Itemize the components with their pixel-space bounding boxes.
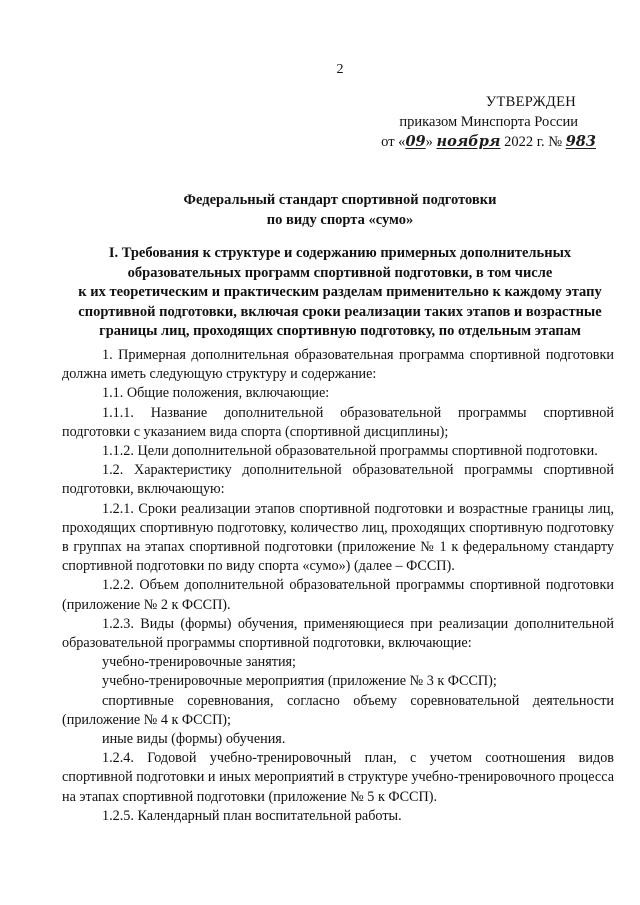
section-heading-line: границы лиц, проходящих спортивную подготовку, по отдельным этапам <box>99 323 581 339</box>
title-line: по виду спорта «сумо» <box>266 211 414 228</box>
approval-block <box>380 92 610 152</box>
paragraph: 1.1.1. Название дополнительной образовательной программы спортивной подготовки с указанием вида спорта (спортивной дисциплины); <box>62 404 614 440</box>
section-heading-line: образовательных программ спортивной подготовки, в том числе <box>127 264 553 281</box>
paragraph: 1.2. Характеристику дополнительной образовательной программы спортивной подготовки, включающую: <box>62 462 614 498</box>
paragraph: спортивные соревнования, согласно объему соревновательной деятельности (приложение № 4 к ФССП); <box>62 692 614 728</box>
paragraph: 1.2.4. Годовой учебно-тренировочный план, с учетом соотношения видов спортивной подготовки и иных мероприятий в структуре учебно-тренировочного процесса на этапах спортивной подготовки (приложение № 5 к ФССП). <box>62 750 614 805</box>
paragraph: учебно-тренировочные занятия; <box>102 654 297 671</box>
section-heading-line: I. Требования к структуре и содержанию примерных дополнительных <box>108 245 572 261</box>
paragraph: 1.2.1. Сроки реализации этапов спортивной подготовки и возрастные границы лиц, проходящих спортивную подготовку, количество лиц, проходящих спортивную подготовку в группах на этапах спортивной подготовки (приложение № 1 к федеральному стандарту спортивной подготовки по виду спорта «сумо») (далее – ФССП). <box>62 500 614 575</box>
paragraph: 1.1.2. Цели дополнительной образовательной программы спортивной подготовки. <box>102 443 598 460</box>
approval-order-line: приказом Минспорта России <box>399 114 578 130</box>
body-text <box>62 346 614 826</box>
paragraph: 1. Примерная дополнительная образовательная программа спортивной подготовки должна иметь следующую структуру и содержание: <box>62 347 614 383</box>
date-year: 2022 г. № <box>504 134 563 150</box>
paragraph: 1.2.2. Объем дополнительной образовательной программы спортивной подготовки (приложение № 2 к ФССП). <box>62 577 614 613</box>
document-title <box>60 191 620 230</box>
date-prefix: от « <box>381 134 406 150</box>
approval-heading: УТВЕРЖДЕН <box>485 94 576 110</box>
title-line: Федеральный стандарт спортивной подготовки <box>183 192 497 208</box>
handwritten-order-number: 983 <box>565 133 596 150</box>
approval-date-line <box>380 132 610 152</box>
handwritten-day: 09 <box>405 133 426 150</box>
handwritten-month: ноября <box>436 133 501 150</box>
paragraph: 1.1. Общие положения, включающие: <box>102 385 330 402</box>
section-heading <box>60 244 620 342</box>
section-heading-line: к их теоретическим и практическим разделам применительно к каждому этапу <box>78 284 602 300</box>
paragraph: 1.2.3. Виды (формы) обучения, применяющиеся при реализации дополнительной образовательной программы спортивной подготовки, включающие: <box>62 615 614 652</box>
paragraph: 1.2.5. Календарный план воспитательной работы. <box>102 807 402 824</box>
page-number: 2 <box>336 62 344 77</box>
section-heading-line: спортивной подготовки, включая сроки реализации таких этапов и возрастные <box>78 303 602 320</box>
date-mid: » <box>425 134 433 150</box>
paragraph: учебно-тренировочные мероприятия (приложение № 3 к ФССП); <box>102 673 497 690</box>
paragraph: иные виды (формы) обучения. <box>102 731 286 748</box>
